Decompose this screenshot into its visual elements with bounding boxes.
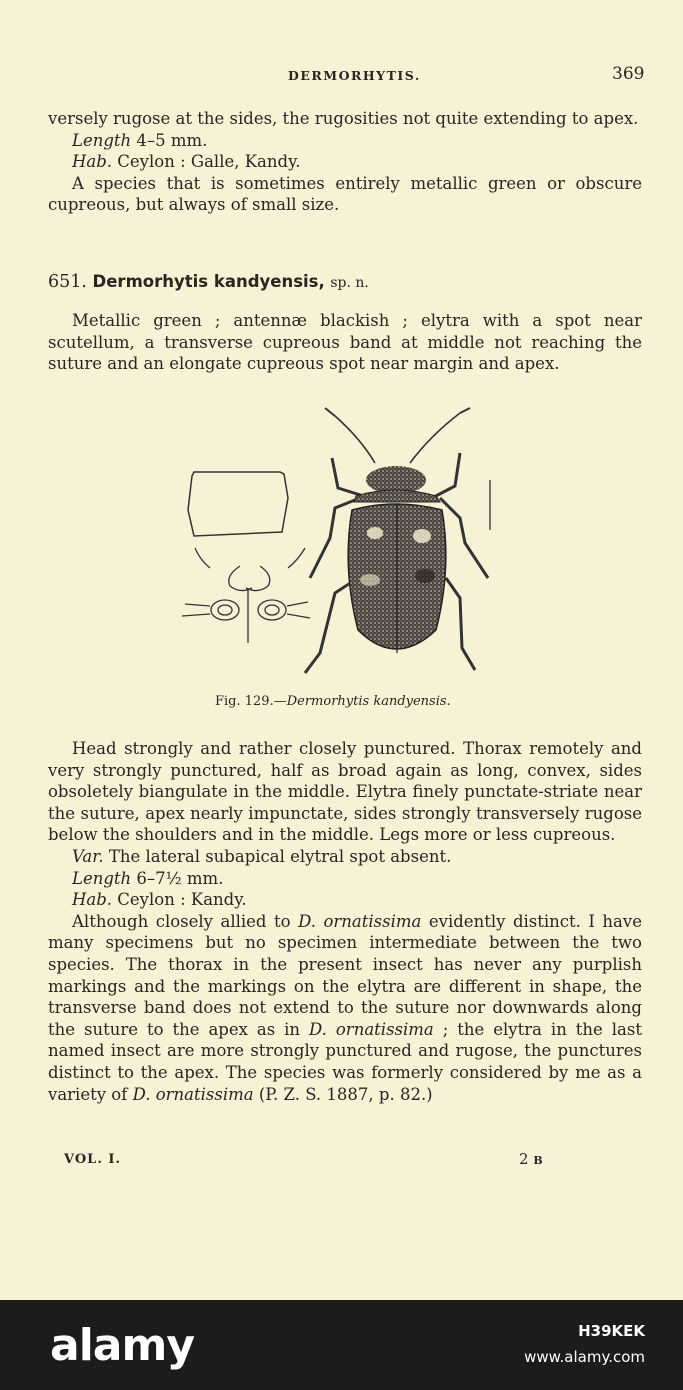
page-number: 369 bbox=[612, 64, 645, 84]
species-heading: 651. Dermorhytis kandyensis, sp. n. bbox=[48, 272, 369, 292]
length-line: Length 4–5 mm. bbox=[72, 130, 208, 150]
main-description-block bbox=[48, 738, 642, 1105]
leg-detail bbox=[182, 548, 310, 643]
brand-logo: alamy bbox=[50, 1320, 194, 1371]
site-url: www.alamy.com bbox=[524, 1348, 645, 1366]
length-line: Length 6–7½ mm. bbox=[72, 868, 224, 888]
running-title: DERMORHYTIS. bbox=[288, 68, 421, 83]
comparison-paragraph: Although closely allied to D. ornatissima evidently distinct. I have many specimens but no specimen intermediate between the two species. The thorax in the present insect has never any purplish markings and the markings on the elytra are different in shape, the transverse band does not extend to the suture nor downwards along the suture to the apex as in D. ornatissima ; the elytra in the last named insect are more strongly punctured and rugose, the punctures distinct to the apex. The species was formerly considered by me as a variety of D. ornatissima (P. Z. S. 1887, p. 82.) bbox=[48, 911, 642, 1104]
variety-line: Var. The lateral subapical elytral spot absent. bbox=[72, 846, 452, 866]
thorax-outline bbox=[188, 472, 288, 536]
morphology-paragraph: Head strongly and rather closely punctured. Thorax remotely and very strongly punctured, half as broad again as long, convex, sides obsoletely biangulate in the middle. Elytra finely punctate-striate near the suture, apex nearly impunctate, sides strongly transversely rugose below the shoulders and in the middle. Legs more or less cupreous. bbox=[48, 739, 642, 845]
volume-label: VOL. I. bbox=[64, 1152, 121, 1167]
watermark-banner bbox=[0, 1300, 683, 1390]
intro-block bbox=[48, 108, 642, 216]
description-block bbox=[48, 310, 642, 375]
beetle-figure bbox=[305, 408, 488, 673]
beetle-illustration bbox=[170, 398, 510, 688]
species-name: Dermorhytis kandyensis, bbox=[92, 272, 325, 291]
intro-paragraph: versely rugose at the sides, the rugosities not quite extending to apex. bbox=[48, 109, 639, 128]
image-id: H39KEK bbox=[578, 1322, 645, 1340]
figure-caption: Fig. 129.—Dermorhytis kandyensis. bbox=[215, 694, 451, 709]
habitat-line: Hab. Ceylon : Kandy. bbox=[72, 890, 247, 910]
description-paragraph: Metallic green ; antennæ blackish ; elytra with a spot near scutellum, a transverse cupreous band at middle not reaching the suture and an elongate cupreous spot near margin and apex. bbox=[48, 311, 642, 374]
habitat-line: Hab. Ceylon : Galle, Kandy. bbox=[72, 152, 301, 172]
species-note: A species that is sometimes entirely metallic green or obscure cupreous, but always of small size. bbox=[48, 173, 642, 215]
signature-mark: 2 B bbox=[519, 1150, 543, 1168]
